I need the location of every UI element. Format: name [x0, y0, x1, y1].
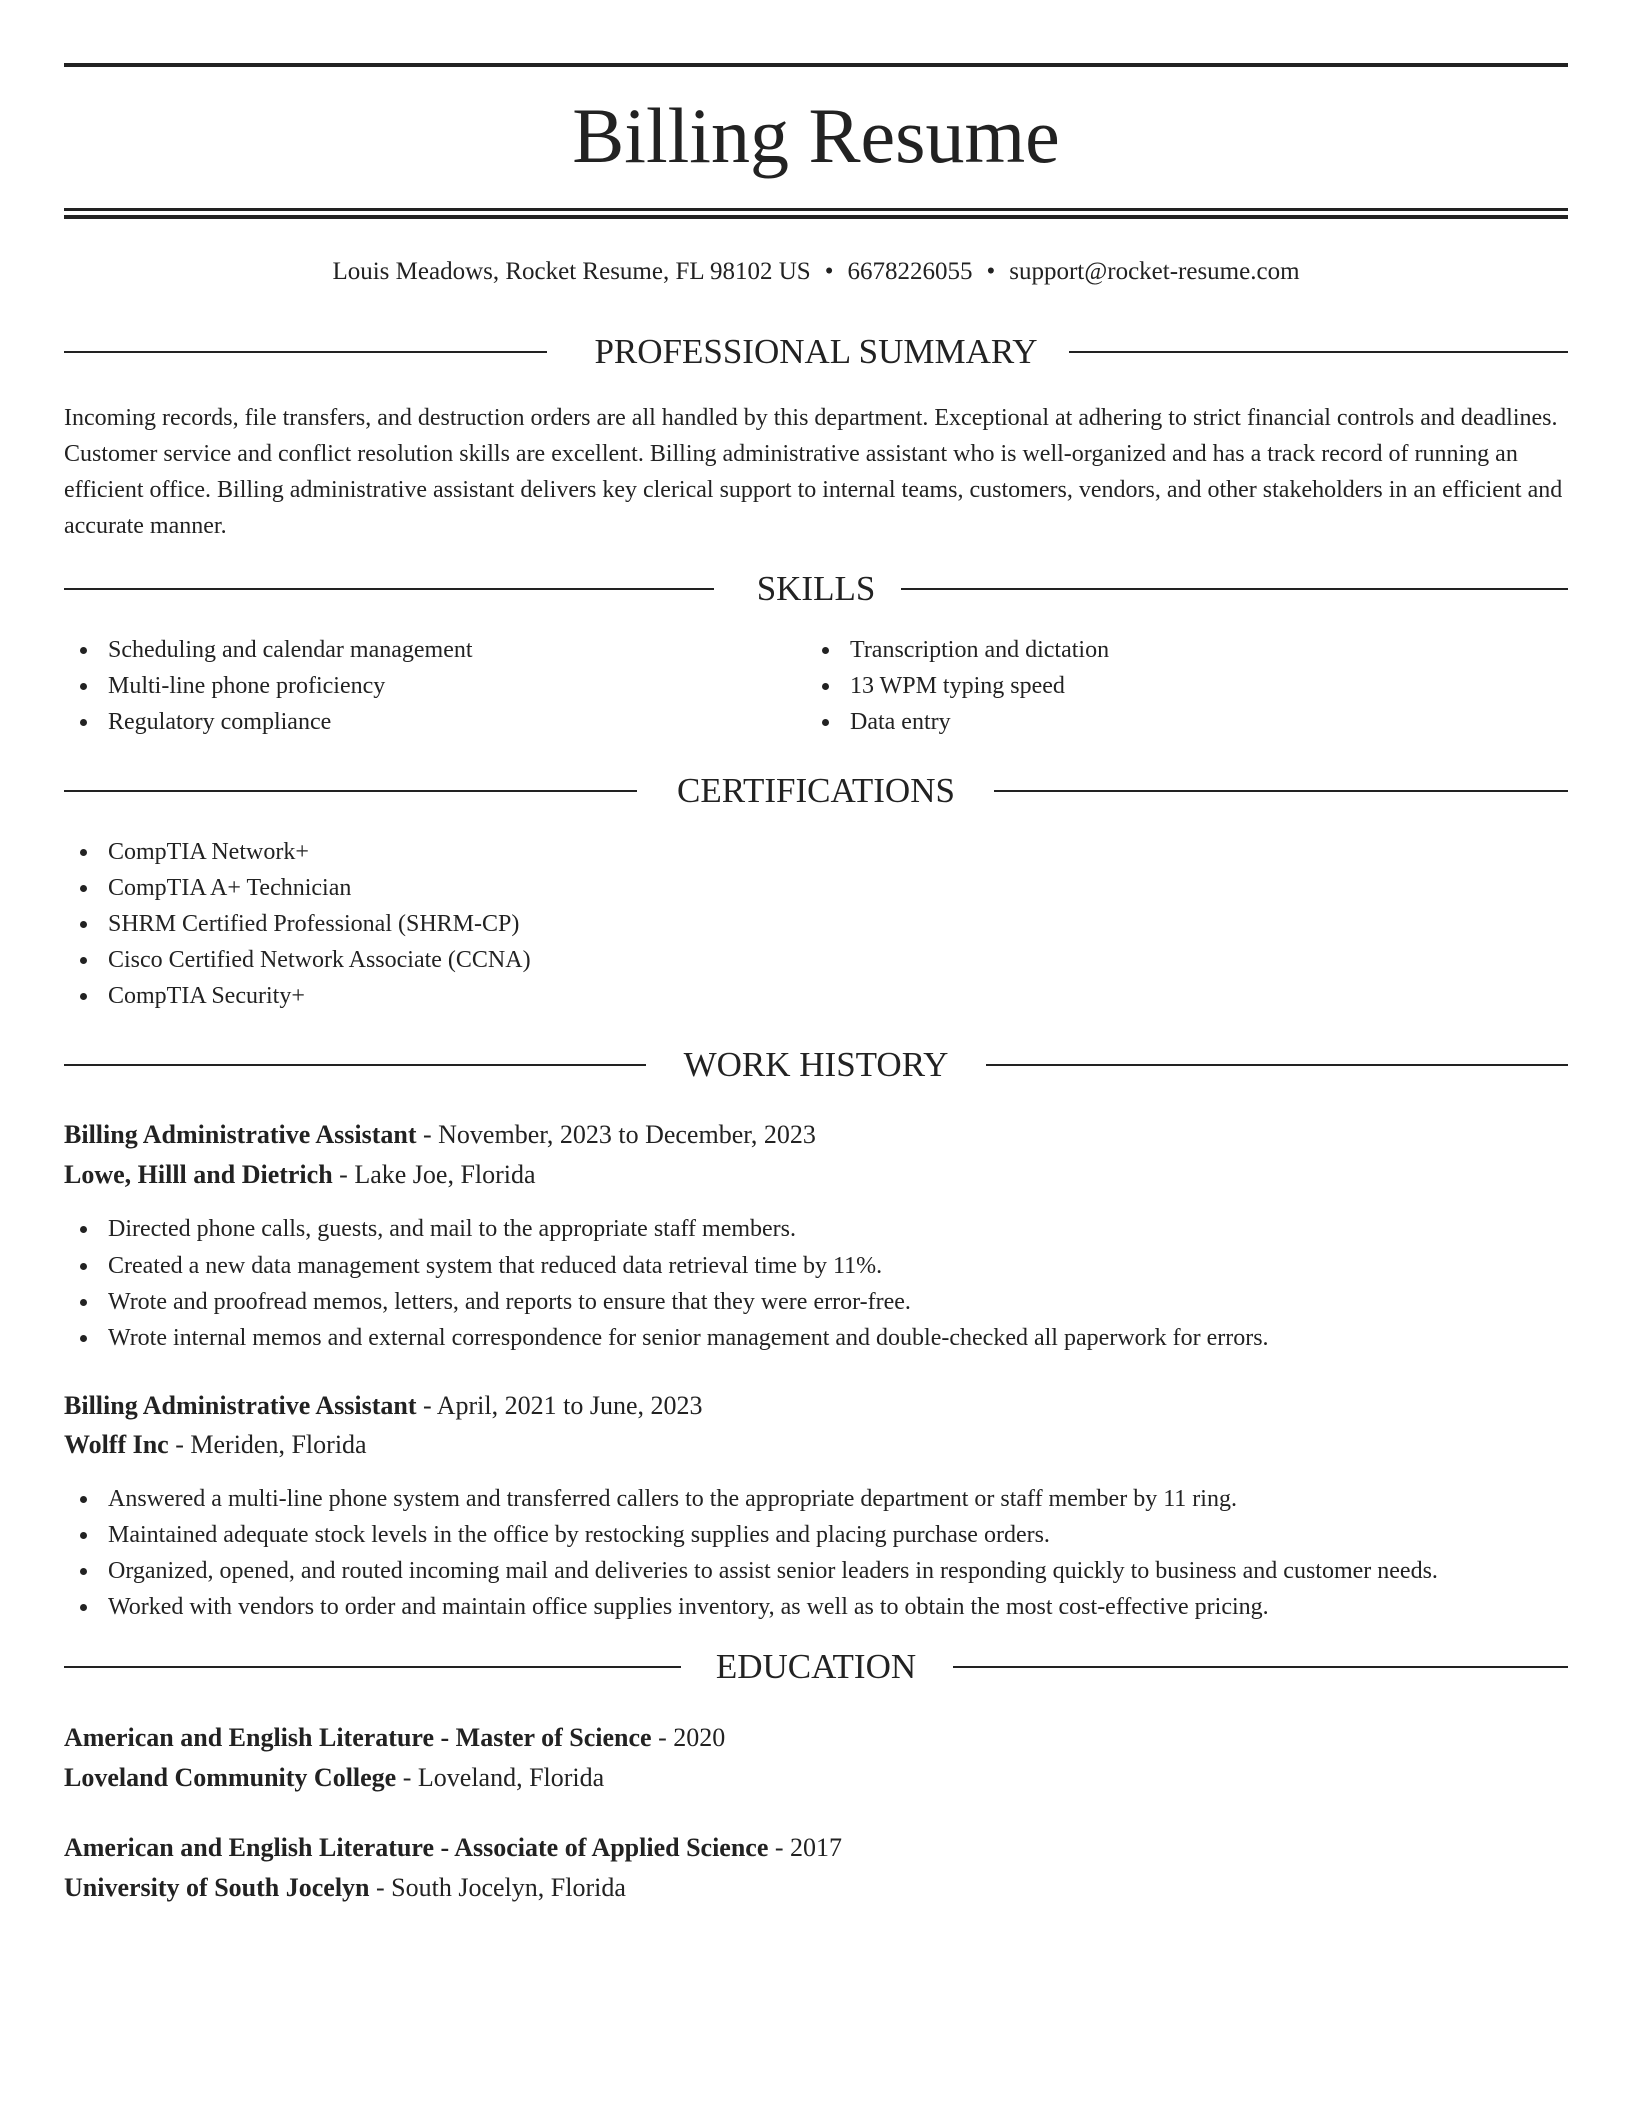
- skill-item: Regulatory compliance: [64, 704, 794, 740]
- bullet-dot: [80, 921, 87, 928]
- education-school: University of South Jocelyn: [64, 1873, 370, 1902]
- header-bottom-rule-thick: [64, 215, 1568, 219]
- education-degree-line: [64, 1718, 1568, 1758]
- certification-item: CompTIA Network+: [64, 834, 1568, 870]
- certifications-list: [64, 834, 1568, 1014]
- education-degree-line: [64, 1828, 1568, 1868]
- header-bottom-rule: [64, 208, 1568, 211]
- summary-text: Incoming records, file transfers, and destruction orders are all handled by this department. Exceptional at adhering to strict financial controls and deadlines. Customer service and conflict resolution skills are excellent. Billing administrative assistant who is well-organized and has a track record of running an efficient office. Billing administrative assistant delivers key clerical support to internal teams, customers, vendors, and other stakeholders in an efficient and accurate manner.: [64, 405, 1563, 539]
- education-location: - South Jocelyn, Florida: [369, 1873, 626, 1902]
- bullet-dot: [80, 683, 87, 690]
- bullet-dot: [80, 1263, 87, 1270]
- bullet-dot: [80, 1226, 87, 1233]
- certification-item: Cisco Certified Network Associate (CCNA): [64, 942, 1568, 978]
- job-bullet: Created a new data management system that reduced data retrieval time by 11%.: [64, 1248, 1568, 1284]
- job-company: Wolff Inc: [64, 1430, 169, 1459]
- summary-section-heading: [64, 332, 1568, 372]
- skill-item: Multi-line phone proficiency: [64, 668, 794, 704]
- contact-email: support@rocket-resume.com: [1009, 258, 1300, 285]
- job-title: Billing Administrative Assistant: [64, 1120, 417, 1149]
- certification-item: CompTIA A+ Technician: [64, 870, 1568, 906]
- job-company-line: [64, 1155, 1568, 1195]
- job-bullet: Answered a multi-line phone system and transferred callers to the appropriate department or staff member by 11 ring.: [64, 1481, 1568, 1517]
- bullet-dot: [80, 993, 87, 1000]
- skill-item: Scheduling and calendar management: [64, 632, 794, 668]
- skill-item: Data entry: [806, 704, 1546, 740]
- bullet-dot: [80, 1568, 87, 1575]
- job-bullet: Maintained adequate stock levels in the office by restocking supplies and placing purchase orders.: [64, 1517, 1568, 1553]
- work-section-heading: [64, 1045, 1568, 1085]
- education-degree: American and English Literature - Master of Science: [64, 1723, 652, 1752]
- skills-section-heading: [64, 569, 1568, 609]
- job-company: Lowe, Hilll and Dietrich: [64, 1160, 333, 1189]
- job-dates: - November, 2023 to December, 2023: [416, 1120, 816, 1149]
- bullet-dot: [80, 1299, 87, 1306]
- work-heading: WORK HISTORY: [683, 1045, 949, 1084]
- bullet-dot: [80, 1532, 87, 1539]
- certification-item: CompTIA Security+: [64, 978, 1568, 1014]
- certifications-heading: CERTIFICATIONS: [677, 771, 955, 810]
- certifications-section-heading: [64, 771, 1568, 811]
- job-title-line: [64, 1386, 1568, 1426]
- education-degree: American and English Literature - Associate of Applied Science: [64, 1833, 769, 1862]
- job-bullets: [64, 1210, 1568, 1356]
- bullet-dot: [80, 1335, 87, 1342]
- certification-item: SHRM Certified Professional (SHRM-CP): [64, 906, 1568, 942]
- bullet-dot: [80, 957, 87, 964]
- job-bullet: Worked with vendors to order and maintain office supplies inventory, as well as to obtain the most cost-effective pricing.: [64, 1589, 1568, 1625]
- job-dates: - April, 2021 to June, 2023: [416, 1391, 703, 1420]
- job-bullet: Directed phone calls, guests, and mail to the appropriate staff members.: [64, 1210, 1568, 1248]
- bullet-dot: [822, 683, 829, 690]
- contact-separator: •: [986, 258, 996, 285]
- job-bullets: [64, 1481, 1568, 1625]
- resume-title: Billing Resume: [572, 92, 1060, 179]
- education-school: Loveland Community College: [64, 1763, 397, 1792]
- bullet-dot: [80, 1604, 87, 1611]
- contact-line: [64, 254, 1568, 290]
- summary-heading: PROFESSIONAL SUMMARY: [594, 332, 1038, 371]
- education-location: - Loveland, Florida: [396, 1763, 605, 1792]
- contact-address: Louis Meadows, Rocket Resume, FL 98102 US: [332, 258, 811, 285]
- job-title-line: [64, 1115, 1568, 1155]
- education-school-line: [64, 1868, 1568, 1908]
- skills-heading: SKILLS: [756, 569, 876, 608]
- bullet-dot: [822, 647, 829, 654]
- education-section-heading: [64, 1647, 1568, 1687]
- bullet-dot: [822, 719, 829, 726]
- bullet-dot: [80, 849, 87, 856]
- job-location: - Meriden, Florida: [168, 1430, 367, 1459]
- job-location: - Lake Joe, Florida: [332, 1160, 536, 1189]
- bullet-dot: [80, 885, 87, 892]
- contact-phone: 6678226055: [847, 258, 973, 285]
- bullet-dot: [80, 1496, 87, 1503]
- job-bullet: Organized, opened, and routed incoming mail and deliveries to assist senior leaders in responding quickly to business and customer needs.: [64, 1553, 1568, 1589]
- education-year: - 2020: [651, 1723, 726, 1752]
- skills-list-left: [64, 632, 794, 740]
- bullet-dot: [80, 647, 87, 654]
- job-title: Billing Administrative Assistant: [64, 1391, 417, 1420]
- education-heading: EDUCATION: [715, 1647, 917, 1686]
- skill-item: 13 WPM typing speed: [806, 668, 1546, 704]
- job-company-line: [64, 1425, 1568, 1465]
- skill-item: Transcription and dictation: [806, 632, 1546, 668]
- header-top-rule: [64, 63, 1568, 67]
- contact-separator: •: [824, 258, 834, 285]
- education-year: - 2017: [768, 1833, 843, 1862]
- job-bullet: Wrote internal memos and external correspondence for senior management and double-checked all paperwork for errors.: [64, 1320, 1568, 1356]
- skills-list-right: [806, 632, 1546, 740]
- bullet-dot: [80, 719, 87, 726]
- education-school-line: [64, 1758, 1568, 1798]
- job-bullet: Wrote and proofread memos, letters, and reports to ensure that they were error-free.: [64, 1284, 1568, 1320]
